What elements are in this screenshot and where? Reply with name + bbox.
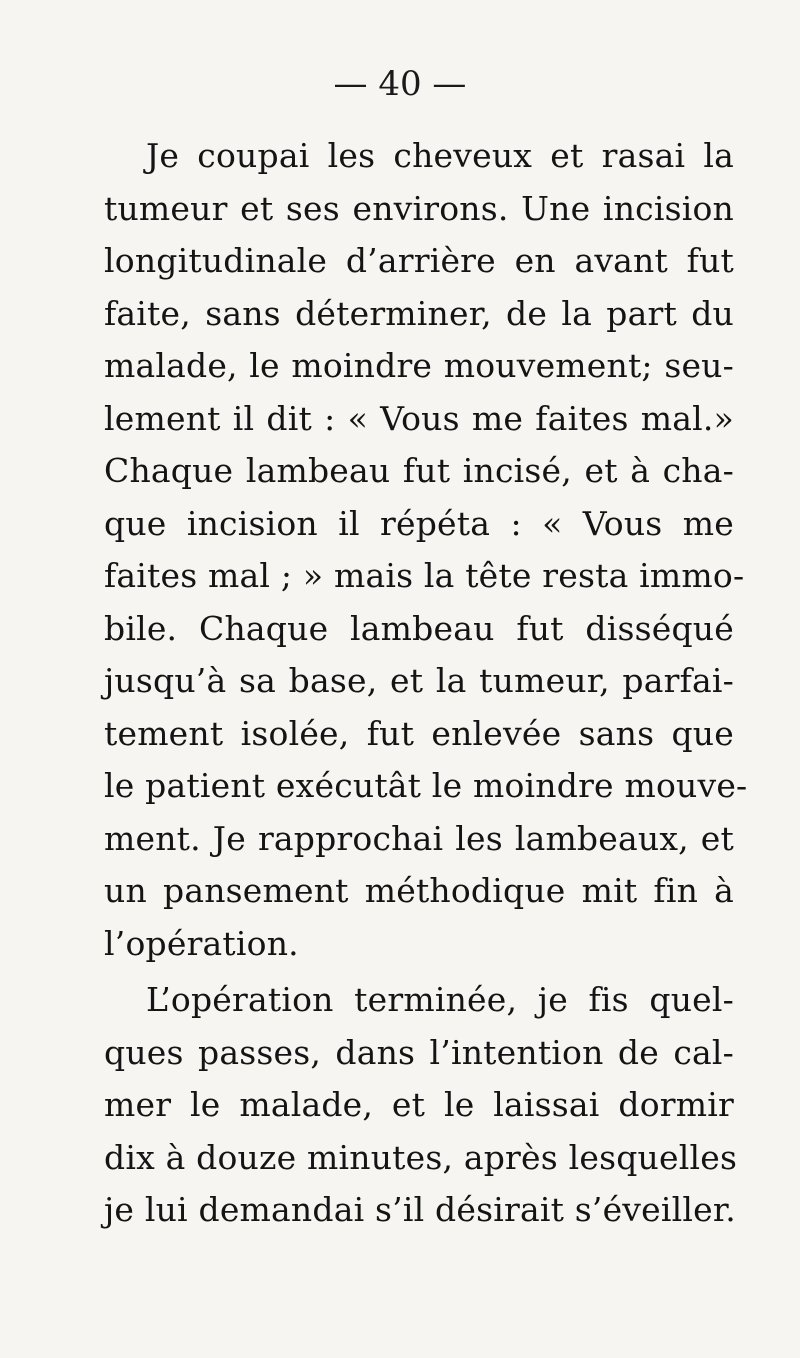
text-line: jusqu’à sa base, et la tumeur, parfai-: [104, 661, 734, 700]
text-line: l’opération.: [104, 923, 299, 963]
text-line: dix à douze minutes, après lesquelles: [104, 1137, 738, 1177]
text-line: faites mal ; » mais la tête resta immo-: [104, 556, 745, 595]
text-line: un pansement méthodique mit fin à: [104, 871, 734, 910]
page-number: — 40 —: [333, 64, 467, 104]
text-line: que incision il répéta : « Vous me: [104, 503, 734, 543]
text-line: ment. Je rapprochai les lambeaux, et: [104, 818, 734, 858]
text-line: mer le malade, et le laissai dormir: [104, 1085, 734, 1124]
text-line: L’opération terminée, je fis quel-: [146, 980, 734, 1019]
text-line: ques passes, dans l’intention de cal-: [104, 1032, 734, 1072]
text-line: longitudinale d’arrière en avant fut: [104, 241, 734, 280]
paragraph-1: [104, 130, 748, 970]
text-line: tumeur et ses environs. Une incision: [104, 188, 734, 228]
text-line: je lui demandai s’il désirait s’éveiller.: [104, 1190, 736, 1229]
body-text: [104, 130, 748, 1237]
text-line: le patient exécutât le moindre mouve-: [104, 766, 748, 805]
text-line: Chaque lambeau fut incisé, et à cha-: [104, 451, 734, 490]
paragraph-2: [104, 974, 738, 1237]
text-line: faite, sans déterminer, de la part du: [104, 293, 734, 333]
text-line: tement isolée, fut enlevée sans que: [104, 713, 734, 753]
text-line: bile. Chaque lambeau fut disséqué: [104, 608, 734, 648]
text-line: lement il dit : « Vous me faites mal.»: [104, 398, 734, 438]
text-line: Je coupai les cheveux et rasai la: [146, 136, 734, 175]
text-line: malade, le moindre mouvement; seu-: [104, 346, 734, 385]
